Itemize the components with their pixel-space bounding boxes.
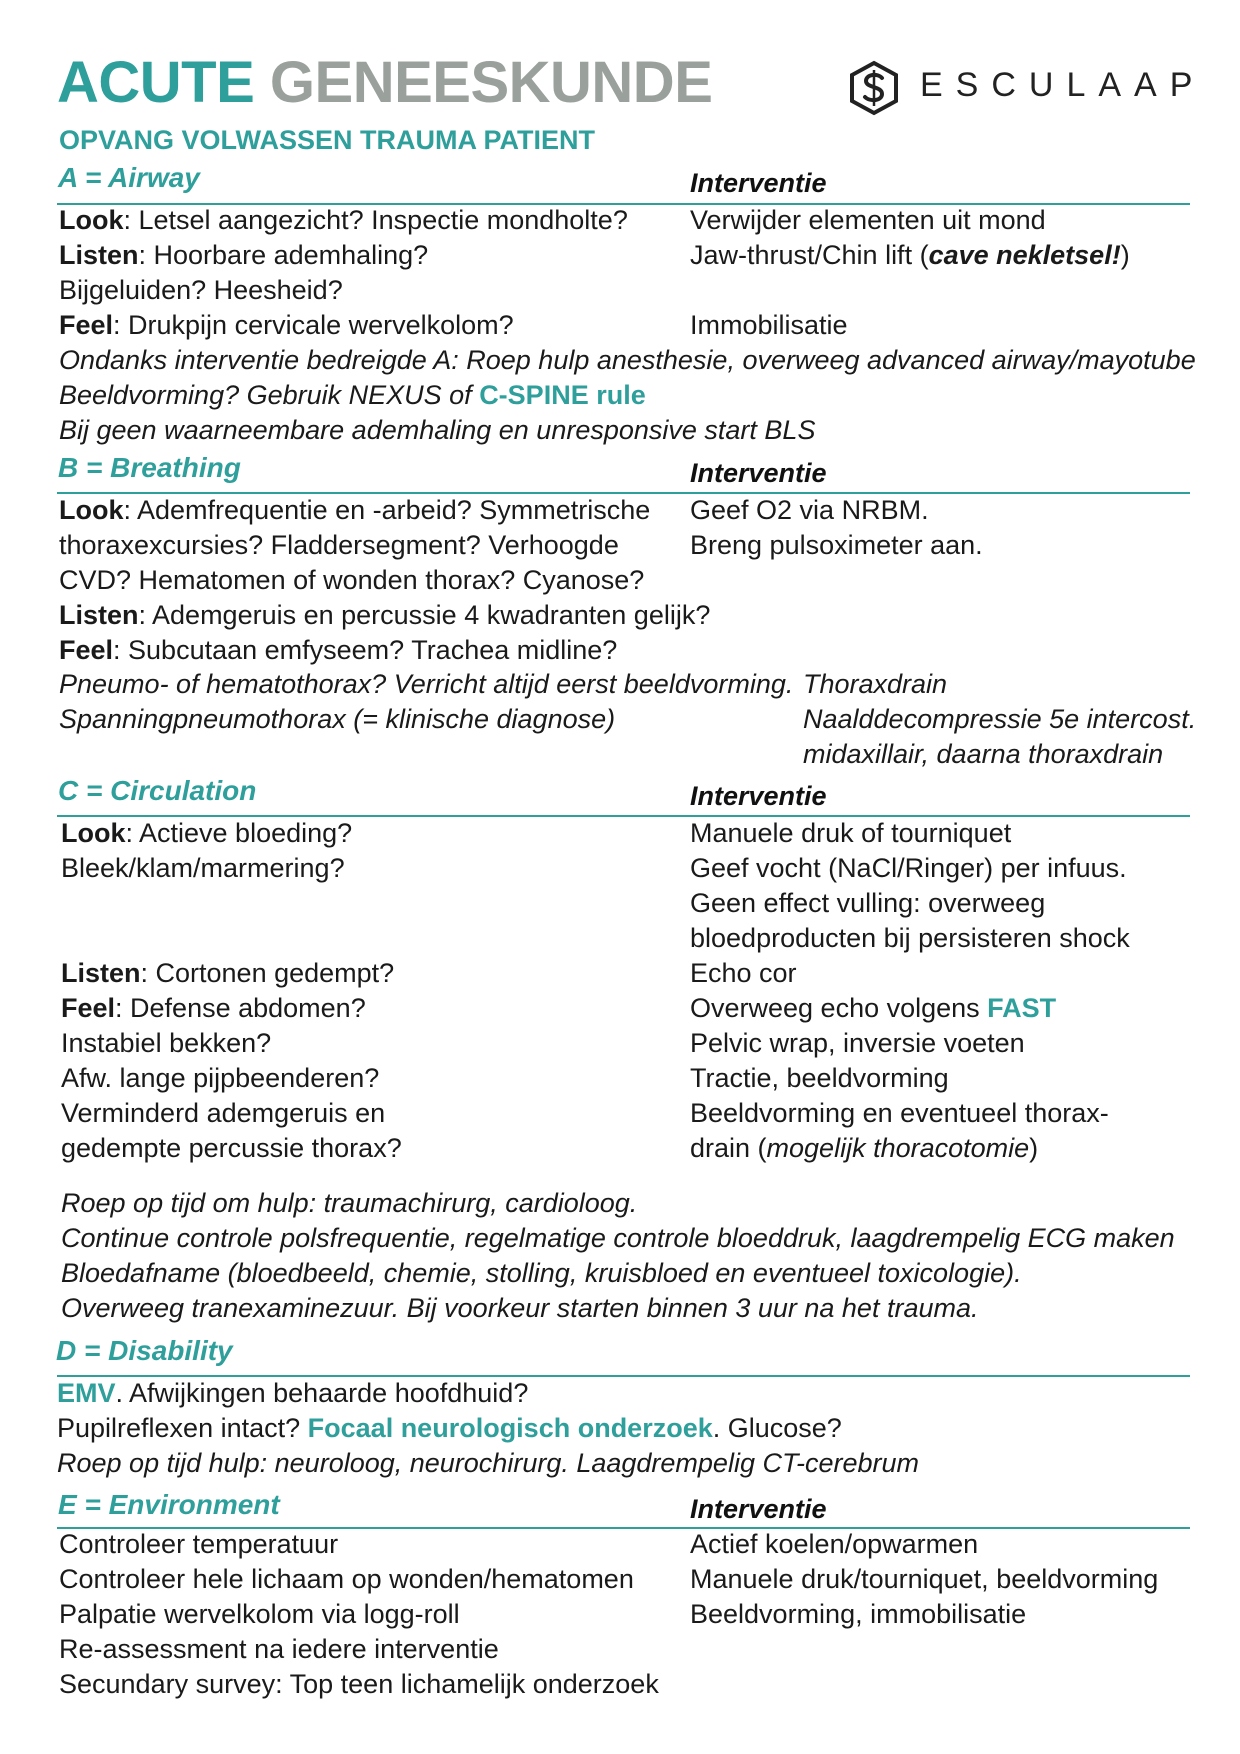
circulation-look (61, 817, 352, 849)
environment-line: Controleer hele lichaam op wonden/hematomen (59, 1564, 634, 1594)
feel-label: Feel (59, 635, 114, 665)
text-part: Pupilreflexen intact? (57, 1413, 308, 1443)
interventie-label: Interventie (690, 781, 827, 811)
circulation-note: Roep op tijd om hulp: traumachirurg, cardioloog. (61, 1188, 638, 1218)
interventie-label: Interventie (690, 458, 827, 488)
circulation-intervention: Geen effect vulling: overweeg (690, 888, 1046, 918)
disability-note: Roep op tijd hulp: neuroloog, neurochirurg. Laagdrempelig CT-cerebrum (57, 1448, 920, 1478)
airway-look (59, 204, 628, 236)
listen-label: Listen (59, 600, 139, 630)
circulation-feel (61, 992, 366, 1024)
title-part-1: ACUTE (57, 50, 255, 115)
feel-text: : Drukpijn cervicale wervelkolom? (113, 310, 514, 340)
disability-line (57, 1377, 528, 1409)
listen-label: Listen (59, 240, 139, 270)
c-spine-rule-link[interactable]: C-SPINE rule (479, 380, 646, 410)
airway-note: Bij geen waarneembare ademhaling en unresponsive start BLS (59, 415, 816, 445)
look-label: Look (61, 818, 126, 848)
fast-link[interactable]: FAST (987, 993, 1057, 1023)
text-part: Beeldvorming? Gebruik NEXUS of (59, 380, 480, 410)
look-text: : Ademfrequentie en -arbeid? Symmetrische (123, 495, 651, 525)
look-text: : Letsel aangezicht? Inspectie mondholte? (123, 205, 628, 235)
section-heading-circulation: C = Circulation (58, 775, 257, 806)
breathing-line: CVD? Hematomen of wonden thorax? Cyanose? (59, 565, 645, 595)
feel-label: Feel (61, 993, 116, 1023)
look-label: Look (59, 205, 124, 235)
section-heading-airway: A = Airway (58, 162, 200, 193)
airway-intervention: Immobilisatie (690, 310, 848, 340)
text-part: Jaw-thrust/Chin lift ( (690, 240, 929, 270)
airway-intervention (690, 239, 1130, 271)
breathing-intervention: Breng pulsoximeter aan. (690, 530, 983, 560)
listen-text: : Cortonen gedempt? (140, 958, 395, 988)
circulation-note: Overweeg tranexaminezuur. Bij voorkeur starten binnen 3 uur na het trauma. (61, 1293, 979, 1323)
section-heading-disability: D = Disability (56, 1335, 233, 1366)
emv-link[interactable]: EMV (57, 1378, 116, 1408)
circulation-note: Bloedafname (bloedbeeld, chemie, stolling, kruisbloed en eventueel toxicologie). (61, 1258, 1022, 1288)
airway-line: Bijgeluiden? Heesheid? (59, 275, 343, 305)
airway-listen (59, 239, 428, 271)
section-heading-breathing: B = Breathing (58, 452, 241, 483)
breathing-feel (59, 634, 617, 666)
circulation-line: Instabiel bekken? (61, 1028, 272, 1058)
circulation-line: gedempte percussie thorax? (61, 1133, 402, 1163)
breathing-intervention: Geef O2 via NRBM. (690, 495, 929, 525)
interventie-label: Interventie (690, 1494, 827, 1524)
breathing-note: Pneumo- of hematothorax? Verricht altijd eerst beeldvorming. (59, 669, 794, 699)
circulation-line: Bleek/klam/marmering? (61, 853, 345, 883)
environment-intervention: Actief koelen/opwarmen (690, 1529, 979, 1559)
title-part-2: GENEESKUNDE (269, 50, 713, 115)
circulation-intervention: Geef vocht (NaCl/Ringer) per infuus. (690, 853, 1127, 883)
circulation-note: Continue controle polsfrequentie, regelmatige controle bloeddruk, laagdrempelig ECG maken (61, 1223, 1175, 1253)
interventie-label: Interventie (690, 168, 827, 198)
listen-text: : Ademgeruis en percussie 4 kwadranten gelijk? (138, 600, 711, 630)
breathing-look (59, 494, 650, 526)
circulation-intervention: Echo cor (690, 958, 797, 988)
breathing-line: thoraxexcursies? Fladdersegment? Verhoogde (59, 530, 619, 560)
look-label: Look (59, 495, 124, 525)
airway-note (59, 379, 646, 411)
breathing-note-intervention: midaxillair, daarna thoraxdrain (803, 739, 1164, 769)
circulation-intervention (690, 1132, 1038, 1164)
esculaap-logo-icon (848, 60, 900, 116)
circulation-listen (61, 957, 394, 989)
look-text: : Actieve bloeding? (125, 818, 353, 848)
airway-intervention: Verwijder elementen uit mond (690, 205, 1046, 235)
emphasis: mogelijk thoracotomie (766, 1133, 1030, 1163)
feel-text: : Subcutaan emfyseem? Trachea midline? (113, 635, 618, 665)
text-part: ) (1120, 240, 1130, 270)
environment-line: Controleer temperatuur (59, 1529, 339, 1559)
breathing-note: Spanningpneumothorax (= klinische diagnose) (59, 704, 616, 734)
circulation-intervention: Manuele druk of tourniquet (690, 818, 1012, 848)
disability-line (57, 1412, 842, 1444)
environment-intervention: Beeldvorming, immobilisatie (690, 1599, 1027, 1629)
environment-intervention: Manuele druk/tourniquet, beeldvorming (690, 1564, 1159, 1594)
environment-line: Re-assessment na iedere interventie (59, 1634, 499, 1664)
circulation-intervention: Tractie, beeldvorming (690, 1063, 949, 1093)
page-title (57, 48, 712, 118)
airway-note: Ondanks interventie bedreigde A: Roep hulp anesthesie, overweeg advanced airway/mayotube (59, 345, 1196, 375)
brand-name: ESCULAAP (920, 66, 1206, 104)
text-part: ) (1029, 1133, 1039, 1163)
listen-text: : Hoorbare ademhaling? (138, 240, 429, 270)
text-part: . Glucose? (712, 1413, 842, 1443)
text-part: . Afwijkingen behaarde hoofdhuid? (115, 1378, 529, 1408)
circulation-intervention (690, 992, 1056, 1024)
feel-label: Feel (59, 310, 114, 340)
circulation-intervention: Beeldvorming en eventueel thorax- (690, 1098, 1109, 1128)
circulation-line: Verminderd ademgeruis en (61, 1098, 386, 1128)
page-subtitle: OPVANG VOLWASSEN TRAUMA PATIENT (59, 125, 596, 155)
circulation-line: Afw. lange pijpbeenderen? (61, 1063, 380, 1093)
feel-text: : Defense abdomen? (115, 993, 366, 1023)
environment-line: Palpatie wervelkolom via logg-roll (59, 1599, 460, 1629)
focaal-neurologisch-onderzoek-link[interactable]: Focaal neurologisch onderzoek (307, 1413, 713, 1443)
environment-line: Secundary survey: Top teen lichamelijk onderzoek (59, 1669, 659, 1699)
breathing-listen (59, 599, 710, 631)
circulation-intervention: bloedproducten bij persisteren shock (690, 923, 1130, 953)
airway-feel (59, 309, 514, 341)
text-part: drain ( (690, 1133, 767, 1163)
breathing-note-intervention: Naalddecompressie 5e intercost. (803, 704, 1197, 734)
section-heading-environment: E = Environment (58, 1489, 280, 1520)
text-part: Overweeg echo volgens (690, 993, 988, 1023)
breathing-note-intervention: Thoraxdrain (803, 669, 948, 699)
circulation-intervention: Pelvic wrap, inversie voeten (690, 1028, 1025, 1058)
listen-label: Listen (61, 958, 141, 988)
emphasis: cave nekletsel! (928, 240, 1121, 270)
